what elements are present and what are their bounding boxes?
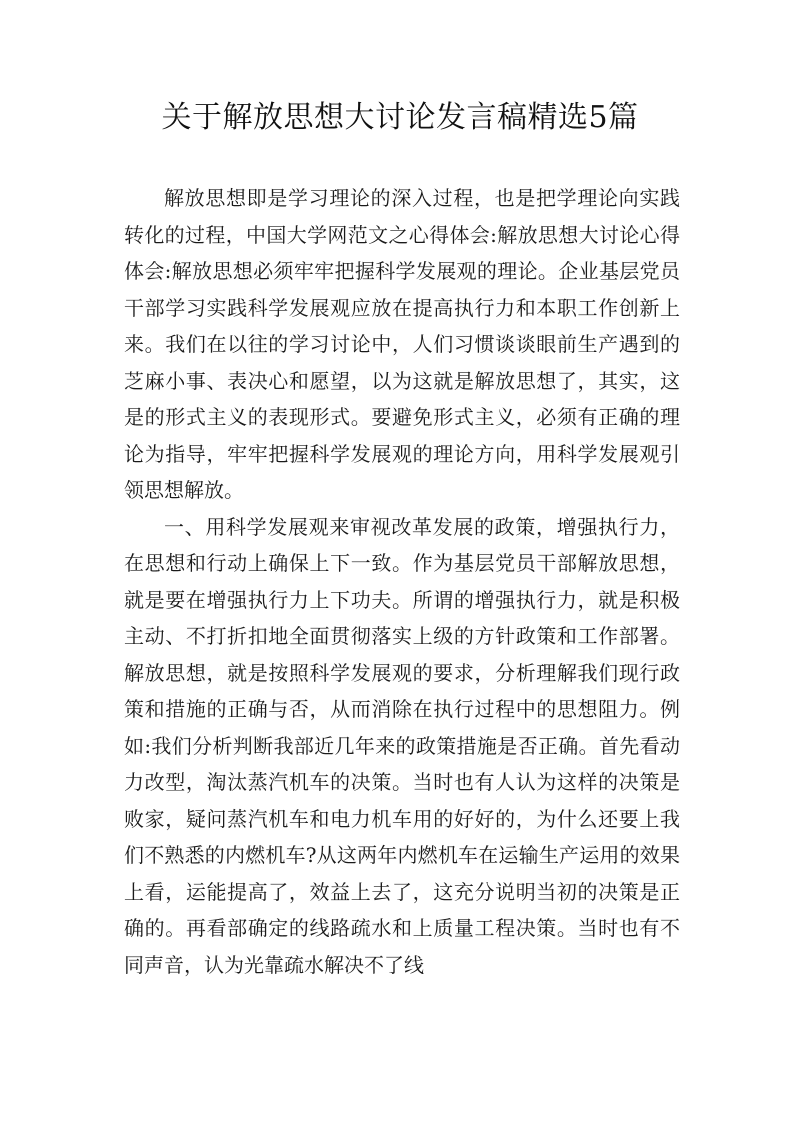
page-title: 关于解放思想大讨论发言稿精选5篇 — [161, 100, 639, 135]
paragraph-section-one: 一、用科学发展观来审视改革发展的政策，增强执行力，在思想和行动上确保上下一致。作为基层党员干部解放思想，就是要在增强执行力上下功夫。所谓的增强执行力，就是积极主动、不打折扣地全面贯彻落实上级的方针政策和工作部署。解放思想，就是按照科学发展观的要求，分析理解我们现行政策和措施的正确与否，从而消除在执行过程中的思想阻力。例如:我们分析判断我部近几年来的政策措施是否正确。首先看动力改型，淘汰蒸汽机车的决策。当时也有人认为这样的决策是败家，疑问蒸汽机车和电力机车用的好好的，为什么还要上我们不熟悉的内燃机车?从这两年内燃机车在运输生产运用的效果上看，运能提高了，效益上去了，这充分说明当初的决策是正确的。再看部确定的线路疏水和上质量工程决策。当时也有不同声音，认为光靠疏水解决不了线 — [124, 514, 680, 977]
document-body — [124, 180, 680, 983]
paragraph-intro: 解放思想即是学习理论的深入过程，也是把学理论向实践转化的过程，中国大学网范文之心得体会:解放思想大讨论心得体会:解放思想必须牢牢把握科学发展观的理论。企业基层党员干部学习实践科学发展观应放在提高执行力和本职工作创新上来。我们在以往的学习讨论中，人们习惯谈谈眼前生产遇到的芝麻小事、表决心和愿望，以为这就是解放思想了，其实，这是的形式主义的表现形式。要避免形式主义，必须有正确的理论为指导，牢牢把握科学发展观的理论方向，用科学发展观引领思想解放。 — [124, 186, 680, 502]
